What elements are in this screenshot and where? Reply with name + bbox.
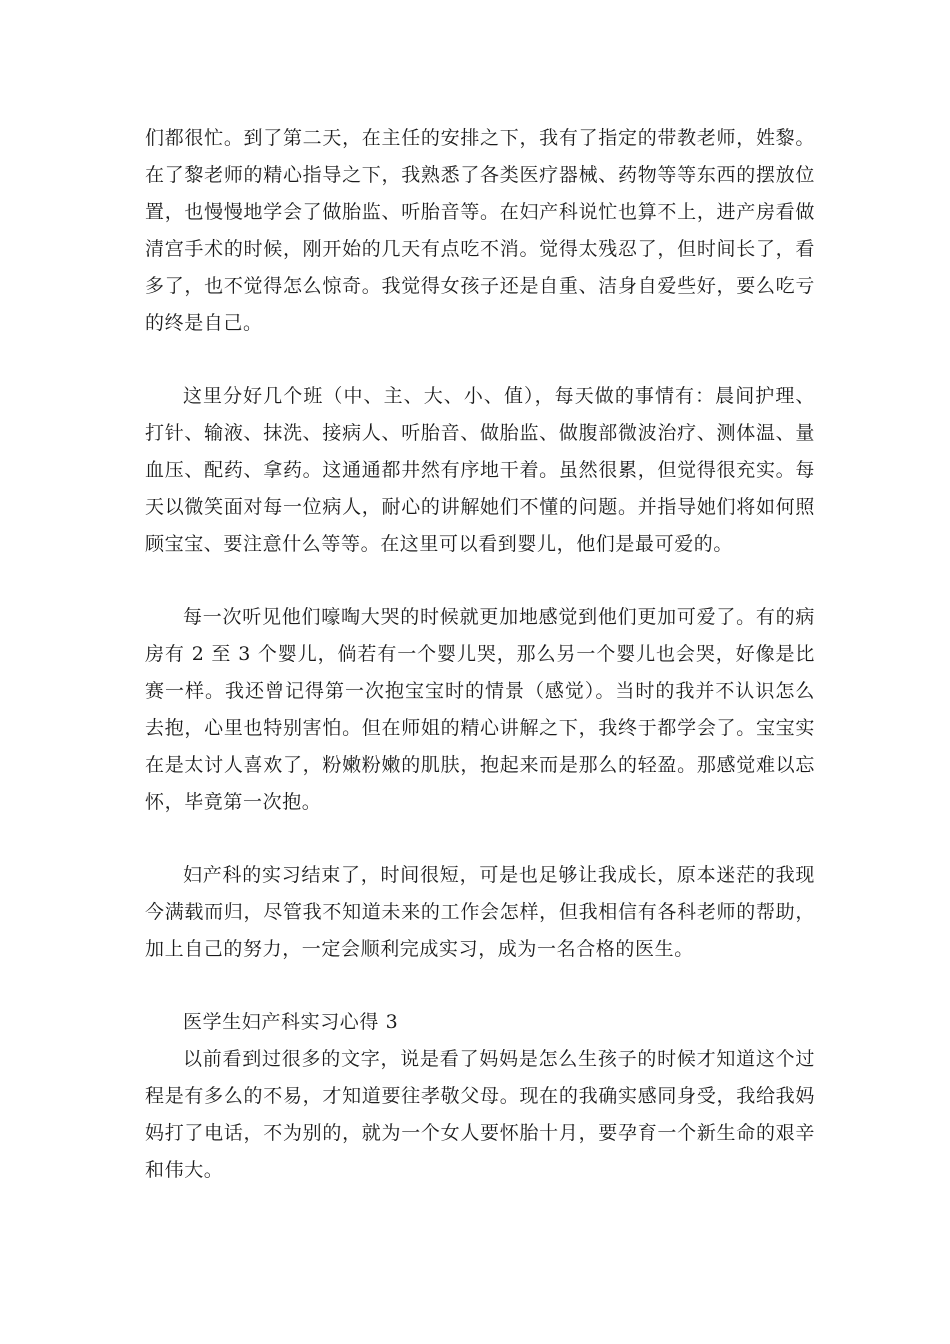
document-body bbox=[145, 120, 815, 1189]
paragraph-continuation: 们都很忙。到了第二天，在主任的安排之下，我有了指定的带教老师，姓黎。在了黎老师的精心指导之下，我熟悉了各类医疗器械、药物等等东西的摆放位置，也慢慢地学会了做胎监、听胎音等。在妇产科说忙也算不上，进产房看做清宫手术的时候，刚开始的几天有点吃不消。觉得太残忍了，但时间长了，看多了，也不觉得怎么惊奇。我觉得女孩子还是自重、洁身自爱些好，要么吃亏的终是自己。 bbox=[145, 127, 815, 334]
paragraph-section-3: 以前看到过很多的文字，说是看了妈妈是怎么生孩子的时候才知道这个过程是有多么的不易，才知道要往孝敬父母。现在的我确实感同身受，我给我妈妈打了电话，不为别的，就为一个女人要怀胎十月，要孕育一个新生命的艰辛和伟大。 bbox=[145, 1048, 815, 1181]
paragraph-shifts: 这里分好几个班（中、主、大、小、值），每天做的事情有：晨间护理、打针、输液、抹洗、接病人、听胎音、做胎监、做腹部微波治疗、测体温、量血压、配药、拿药。这通通都井然有序地干着。虽然很累，但觉得很充实。每天以微笑面对每一位病人，耐心的讲解她们不懂的问题。并指导她们将如何照顾宝宝、要注意什么等等。在这里可以看到婴儿，他们是最可爱的。 bbox=[145, 385, 815, 555]
paragraph-babies: 每一次听见他们嚎啕大哭的时候就更加地感觉到他们更加可爱了。有的病房有 2 至 3 个婴儿，倘若有一个婴儿哭，那么另一个婴儿也会哭，好像是比赛一样。我还曾记得第一次抱宝宝时的情景（感觉）。当时的我并不认识怎么去抱，心里也特别害怕。但在师姐的精心讲解之下，我终于都学会了。宝宝实在是太讨人喜欢了，粉嫩粉嫩的肌肤，抱起来而是那么的轻盈。那感觉难以忘怀，毕竟第一次抱。 bbox=[145, 606, 815, 813]
paragraph-conclusion: 妇产科的实习结束了，时间很短，可是也足够让我成长，原本迷茫的我现今满载而归，尽管我不知道未来的工作会怎样，但我相信有各科老师的帮助，加上自己的努力，一定会顺利完成实习，成为一名合格的医生。 bbox=[145, 864, 815, 960]
section-heading: 医学生妇产科实习心得 3 bbox=[183, 1011, 399, 1033]
